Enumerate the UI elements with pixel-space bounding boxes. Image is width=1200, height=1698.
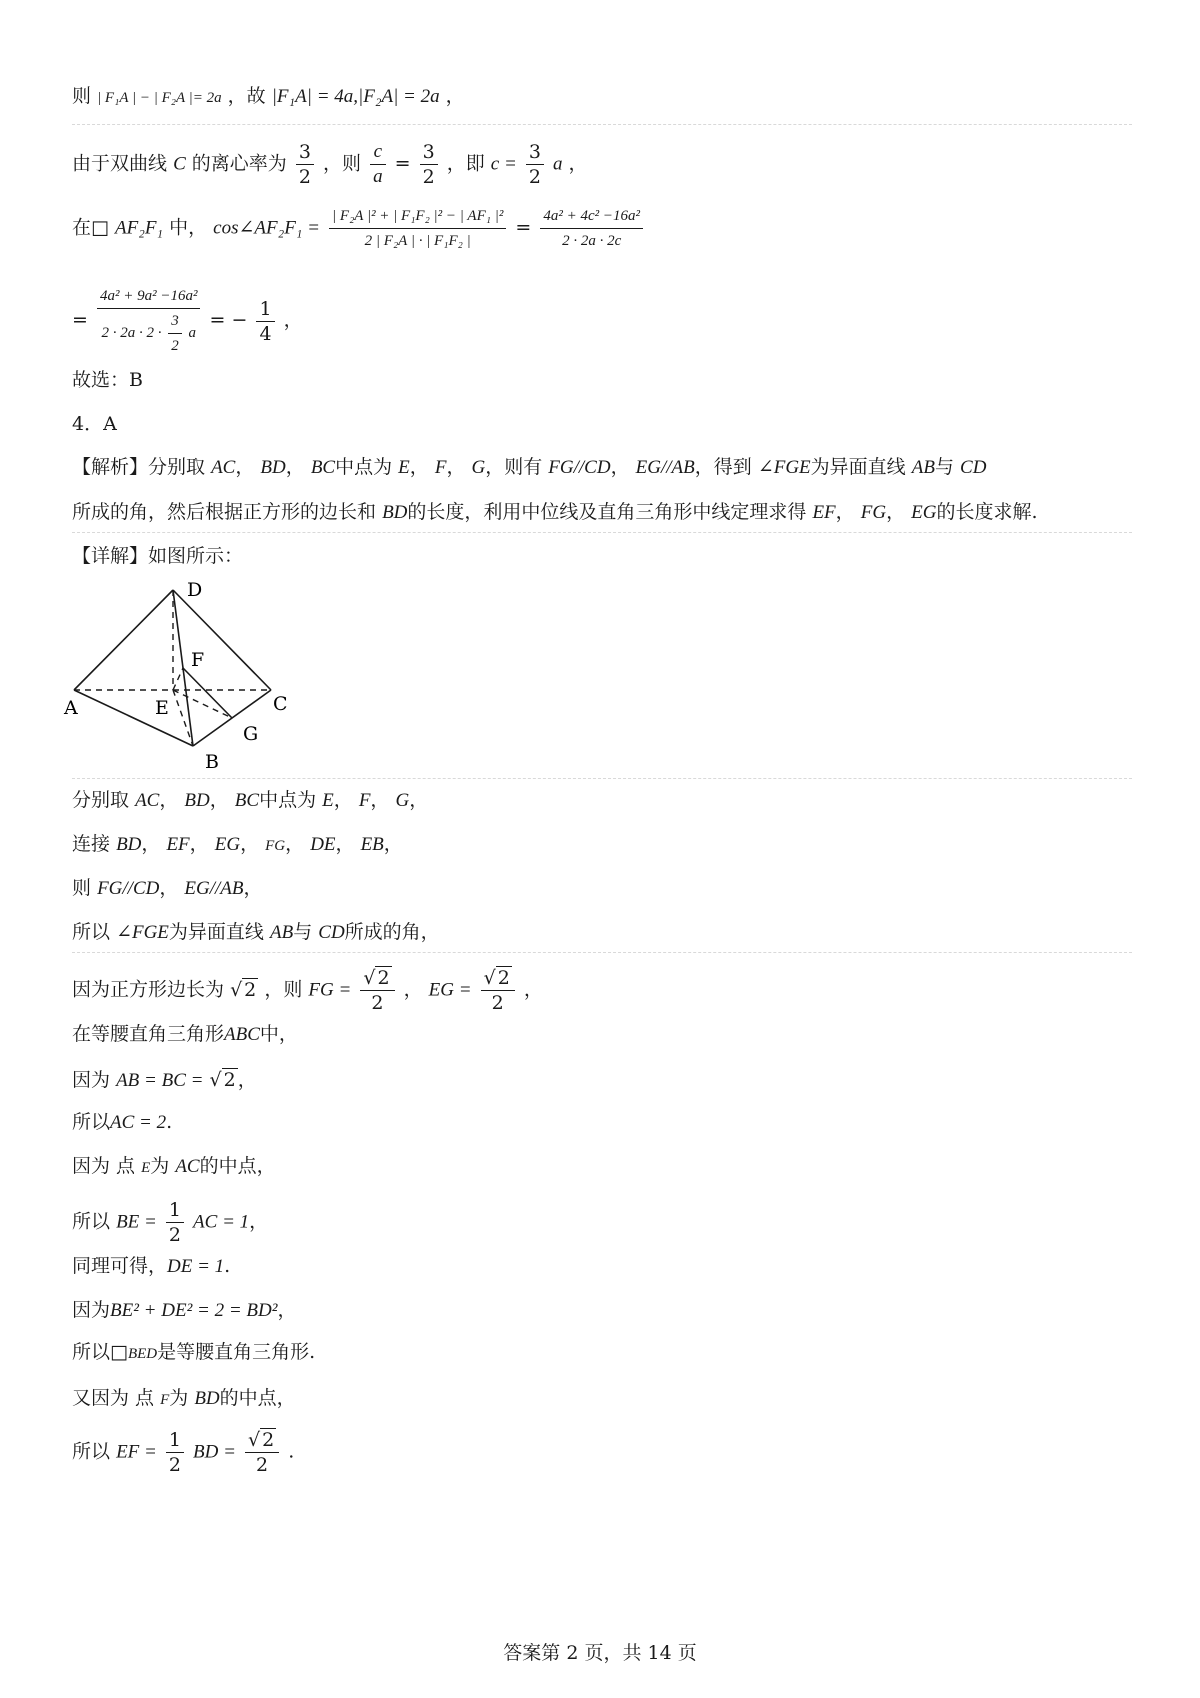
fraction: $\frac{c}{a}$ <box>370 140 386 189</box>
line-3 <box>72 204 646 253</box>
fraction: $\frac{√ 2}{2}$ <box>360 966 394 1015</box>
line-16: 因为 AB = BC = √ 2 ， <box>72 1066 257 1095</box>
label-f: F <box>191 649 205 671</box>
text: ， <box>445 85 465 107</box>
line-20: 同理可得，DE = 1. <box>72 1255 231 1277</box>
line-17: 所以AC = 2. <box>72 1111 173 1133</box>
divider <box>72 778 1132 779</box>
text: = − <box>209 309 248 331</box>
label-b: B <box>205 751 219 773</box>
text: = <box>72 309 88 331</box>
edge-ab <box>74 690 193 746</box>
label-c: C <box>273 693 288 715</box>
sqrt: √ 2 <box>230 978 257 1001</box>
line-5 <box>72 366 143 394</box>
text: 则 <box>72 85 92 107</box>
fraction: $\frac{3}{2}$ <box>296 140 314 189</box>
label-g: G <box>243 723 259 745</box>
text: 在□ <box>72 216 109 239</box>
line-23: 又因为 点 F为 BD的中点， <box>72 1387 296 1409</box>
edge-dc <box>173 590 271 690</box>
label-d: D <box>187 580 203 601</box>
line-24: 所以 EF = $\frac{1}{2}$ BD = $\frac{√ 2}{2}$ . <box>72 1429 295 1476</box>
fraction: $\frac{√ 2}{2}$ <box>245 1428 279 1477</box>
fraction: $\frac{1}{2}$ <box>166 1198 184 1247</box>
math-expr: c = <box>490 153 517 175</box>
math-expr: | F₁A | − | F₂A |= 2a <box>97 90 222 106</box>
divider <box>72 952 1132 953</box>
fraction: 4a² + 9a² −16a² 2 · 2a · 2 · $\frac{3}{2}$ a <box>97 284 201 358</box>
line-12: 则 FG//CD， EG//AB， <box>72 877 263 899</box>
math-var: C <box>173 153 186 175</box>
line-6 <box>72 410 117 438</box>
line-4 <box>72 284 303 358</box>
text: ， <box>283 309 303 331</box>
fraction: $\frac{\text{| F₂A |² + | F₁F₂ |² − | AF₁ |²}}{\text{2 | F₂A | · | F₁F₂ |}}$ <box>329 204 506 253</box>
line-7: 【解析】分别取 AC， BD， BC中点为 E， F， G，则有 FG//CD， EG//AB，得到 ∠FGE为异面直线 AB与 CD <box>72 456 987 478</box>
line-2 <box>72 140 588 189</box>
fraction: $\frac{√ 2}{2}$ <box>481 966 515 1015</box>
line-15: 在等腰直角三角形ABC中， <box>72 1023 298 1045</box>
line-14: 因为正方形边长为 √ 2 ，则 FG = $\frac{√ 2}{2}$ ， EG = $\frac{√ 2}{2}$ ， <box>72 967 543 1014</box>
text: 由于双曲线 <box>72 152 168 175</box>
text: ，则 <box>323 152 362 175</box>
fraction: $\frac{1}{2}$ <box>166 1428 184 1477</box>
line-19: 所以 BE = $\frac{1}{2}$ AC = 1， <box>72 1199 269 1246</box>
sqrt: √ 2 <box>209 1069 236 1091</box>
line-11: 连接 BD， EF， EG， FG， DE， EB， <box>72 833 403 855</box>
question-number: 4．A <box>72 413 117 435</box>
pyramid-figure <box>60 580 320 780</box>
segment-fg <box>183 668 232 718</box>
line-22: 所以□BED是等腰直角三角形. <box>72 1341 316 1363</box>
fraction: $\frac{3}{2}$ <box>526 140 544 189</box>
text: = <box>515 216 532 239</box>
label-e: E <box>155 697 169 719</box>
text: 故选：B <box>72 369 143 391</box>
math-var: a <box>552 153 563 175</box>
divider <box>72 124 1132 125</box>
line-10: 分别取 AC， BD， BC中点为 E， F， G， <box>72 789 429 811</box>
page-footer: 答案第 2 页，共 14 页 <box>503 1642 697 1664</box>
line-18: 因为 点 E为 AC的中点， <box>72 1155 276 1177</box>
fraction: $\frac{\text{4a² + 4c² −16a²}}{2 \cdot 2a \cdot 2c}$ <box>540 204 643 253</box>
section-tag: 【详解】 <box>72 545 149 567</box>
text: 中， <box>169 216 208 239</box>
segment-ef <box>173 668 183 690</box>
edge-ad <box>74 590 173 690</box>
label-a: A <box>64 697 78 719</box>
line-1 <box>72 82 465 112</box>
text: 的离心率为 <box>191 152 287 175</box>
text: = <box>394 152 411 175</box>
fraction: $\frac{1}{4}$ <box>256 297 274 346</box>
line-13: 所以 ∠FGE为异面直线 AB与 CD所成的角， <box>72 921 440 943</box>
text: ，即 <box>446 152 485 175</box>
divider <box>72 532 1132 533</box>
math-expr: cos∠AF₂F₁ = <box>213 217 320 239</box>
line-21: 因为BE² + DE² = 2 = BD²， <box>72 1299 297 1321</box>
fraction: $\frac{3}{2}$ <box>420 140 438 189</box>
line-8: 所成的角，然后根据正方形的边长和 BD的长度，利用中位线及直角三角形中线定理求得 EF， FG， EG的长度求解. <box>72 501 1038 523</box>
text: ， <box>568 152 588 175</box>
section-tag: 【解析】 <box>72 456 149 478</box>
line-9: 【详解】如图所示： <box>72 545 244 567</box>
math-expr: |F₁A| = 4a,|F₂A| = 2a <box>271 86 440 107</box>
text: ，故 <box>227 85 266 107</box>
math-expr: AF₂F₁ <box>115 217 164 239</box>
